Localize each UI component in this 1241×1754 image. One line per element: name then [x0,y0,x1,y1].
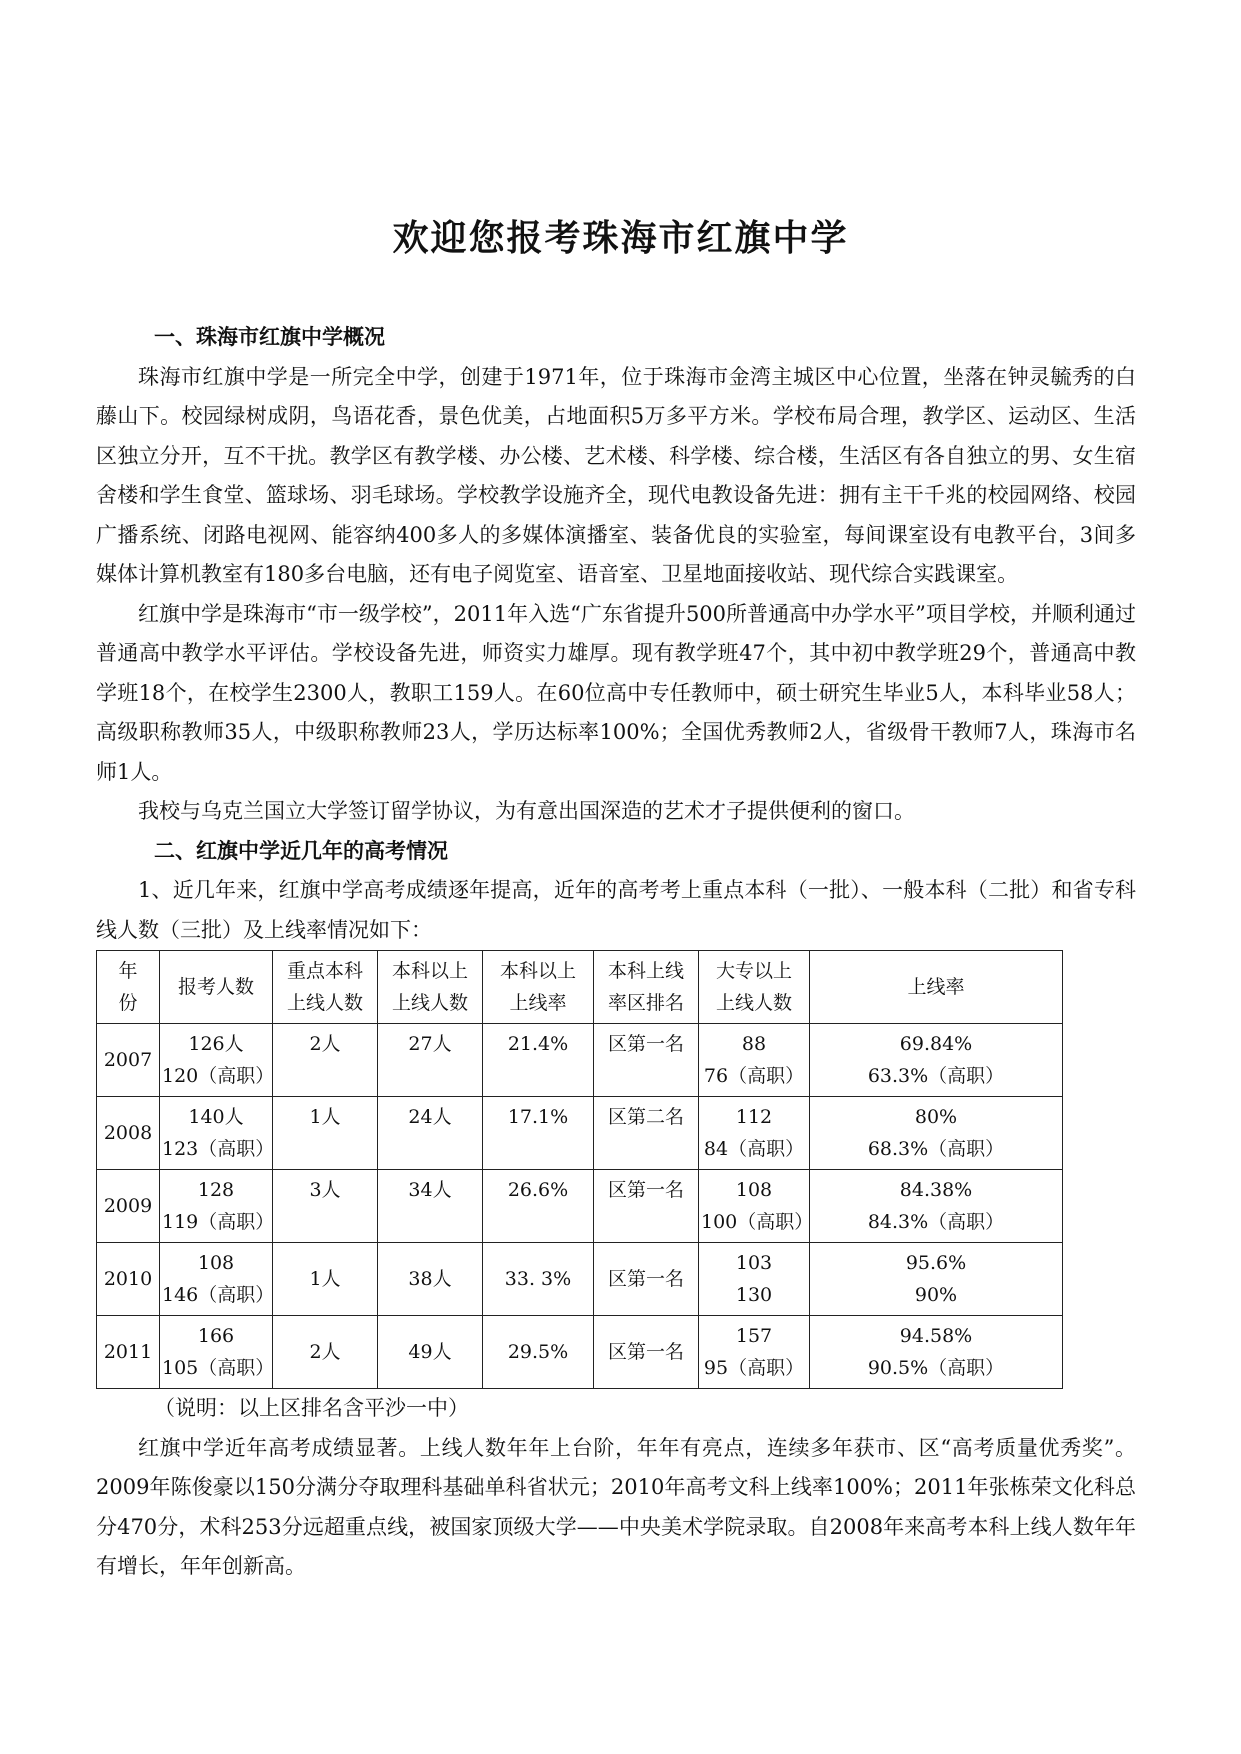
cell-college-count: 108 100（高职） [699,1170,810,1243]
header-total-rate: 上线率 [810,951,1063,1024]
cell-college-count: 103 130 [699,1243,810,1316]
cell-college-count: 88 76（高职） [699,1024,810,1097]
table-note: （说明：以上区排名含平沙一中） [154,1396,469,1420]
cell-undergrad-rate: 26.6% [483,1170,594,1243]
section-1-paragraph-2: 红旗中学是珠海市“市一级学校”，2011年入选“广东省提升500所普通高中办学水平”项目学校，并顺利通过普通高中教学水平评估。学校设备先进，师资实力雄厚。现有教学班47个，其中初中教学班29个，普通高中教学班18个，在校学生2300人，教职工159人。在60位高中专任教师中，硕士研究生毕业5人，本科毕业58人；高级职称教师35人，中级职称教师23人，学历达标率100%；全国优秀教师2人，省级骨干教师7人，珠海市名师1人。 [96,601,1136,784]
exam-results-table [96,950,1063,1389]
header-key-undergrad: 重点本科 上线人数 [273,951,378,1024]
cell-district-rank: 区第一名 [594,1316,699,1389]
section-1-paragraph-3: 我校与乌克兰国立大学签订留学协议，为有意出国深造的艺术才子提供便利的窗口。 [138,799,915,823]
cell-district-rank: 区第一名 [594,1024,699,1097]
cell-year: 2009 [97,1170,160,1243]
section-2-paragraph: 红旗中学近年高考成绩显著。上线人数年年上台阶，年年有亮点，连续多年获市、区“高考质量优秀奖”。2009年陈俊豪以150分满分夺取理科基础单科省状元；2010年高考文科上线率100%；2011年张栋荣文化科总分470分，术科253分远超重点线，被国家顶级大学——中央美术学院录取。自2008年来高考本科上线人数年年有增长，年年创新高。 [96,1435,1136,1578]
cell-undergrad-rate: 33. 3% [483,1243,594,1316]
header-year: 年 份 [97,951,160,1024]
cell-year: 2007 [97,1024,160,1097]
cell-total-rate: 95.6% 90% [810,1243,1063,1316]
table-row [97,1097,1063,1170]
cell-total-rate: 69.84% 63.3%（高职） [810,1024,1063,1097]
header-district-rank: 本科上线 率区排名 [594,951,699,1024]
section-1-heading: 一、珠海市红旗中学概况 [154,325,385,349]
cell-year: 2008 [97,1097,160,1170]
cell-total-rate: 94.58% 90.5%（高职） [810,1316,1063,1389]
cell-total-rate: 80% 68.3%（高职） [810,1097,1063,1170]
cell-college-count: 157 95（高职） [699,1316,810,1389]
cell-year: 2010 [97,1243,160,1316]
table-row [97,1024,1063,1097]
document-body [96,318,1136,1587]
header-applicants: 报考人数 [160,951,273,1024]
cell-undergrad-count: 34人 [378,1170,483,1243]
cell-undergrad-count: 24人 [378,1097,483,1170]
header-undergrad-count: 本科以上 上线人数 [378,951,483,1024]
cell-key-undergrad: 1人 [273,1097,378,1170]
section-2-intro: 1、近几年来，红旗中学高考成绩逐年提高，近年的高考考上重点本科（一批）、一般本科（二批）和省专科线人数（三批）及上线率情况如下： [96,878,1136,942]
page-title: 欢迎您报考珠海市红旗中学 [392,217,849,259]
cell-total-rate: 84.38% 84.3%（高职） [810,1170,1063,1243]
cell-district-rank: 区第二名 [594,1097,699,1170]
table-row [97,1170,1063,1243]
cell-undergrad-count: 27人 [378,1024,483,1097]
cell-year: 2011 [97,1316,160,1389]
cell-applicants: 128 119（高职） [160,1170,273,1243]
cell-district-rank: 区第一名 [594,1170,699,1243]
cell-college-count: 112 84（高职） [699,1097,810,1170]
cell-district-rank: 区第一名 [594,1243,699,1316]
header-college-count: 大专以上 上线人数 [699,951,810,1024]
table-row [97,1243,1063,1316]
cell-applicants: 126人 120（高职） [160,1024,273,1097]
cell-undergrad-rate: 21.4% [483,1024,594,1097]
cell-applicants: 108 146（高职） [160,1243,273,1316]
cell-applicants: 166 105（高职） [160,1316,273,1389]
cell-undergrad-rate: 29.5% [483,1316,594,1389]
section-2-heading: 二、红旗中学近几年的高考情况 [154,838,448,863]
cell-key-undergrad: 3人 [273,1170,378,1243]
cell-key-undergrad: 2人 [273,1316,378,1389]
cell-key-undergrad: 1人 [273,1243,378,1316]
table-body [97,1024,1063,1389]
cell-key-undergrad: 2人 [273,1024,378,1097]
header-undergrad-rate: 本科以上 上线率 [483,951,594,1024]
cell-undergrad-rate: 17.1% [483,1097,594,1170]
cell-undergrad-count: 49人 [378,1316,483,1389]
cell-undergrad-count: 38人 [378,1243,483,1316]
table-header-row [97,951,1063,1024]
section-1-paragraph-1: 珠海市红旗中学是一所完全中学，创建于1971年，位于珠海市金湾主城区中心位置，坐落在钟灵毓秀的白藤山下。校园绿树成阴，鸟语花香，景色优美，占地面积5万多平方米。学校布局合理，教学区、运动区、生活区独立分开，互不干扰。教学区有教学楼、办公楼、艺术楼、科学楼、综合楼，生活区有各自独立的男、女生宿舍楼和学生食堂、篮球场、羽毛球场。学校教学设施齐全，现代电教设备先进：拥有主干千兆的校园网络、校园广播系统、闭路电视网、能容纳400多人的多媒体演播室、装备优良的实验室，每间课室设有电教平台，3间多媒体计算机教室有180多台电脑，还有电子阅览室、语音室、卫星地面接收站、现代综合实践课室。 [96,364,1136,586]
table-row [97,1316,1063,1389]
cell-applicants: 140人 123（高职） [160,1097,273,1170]
